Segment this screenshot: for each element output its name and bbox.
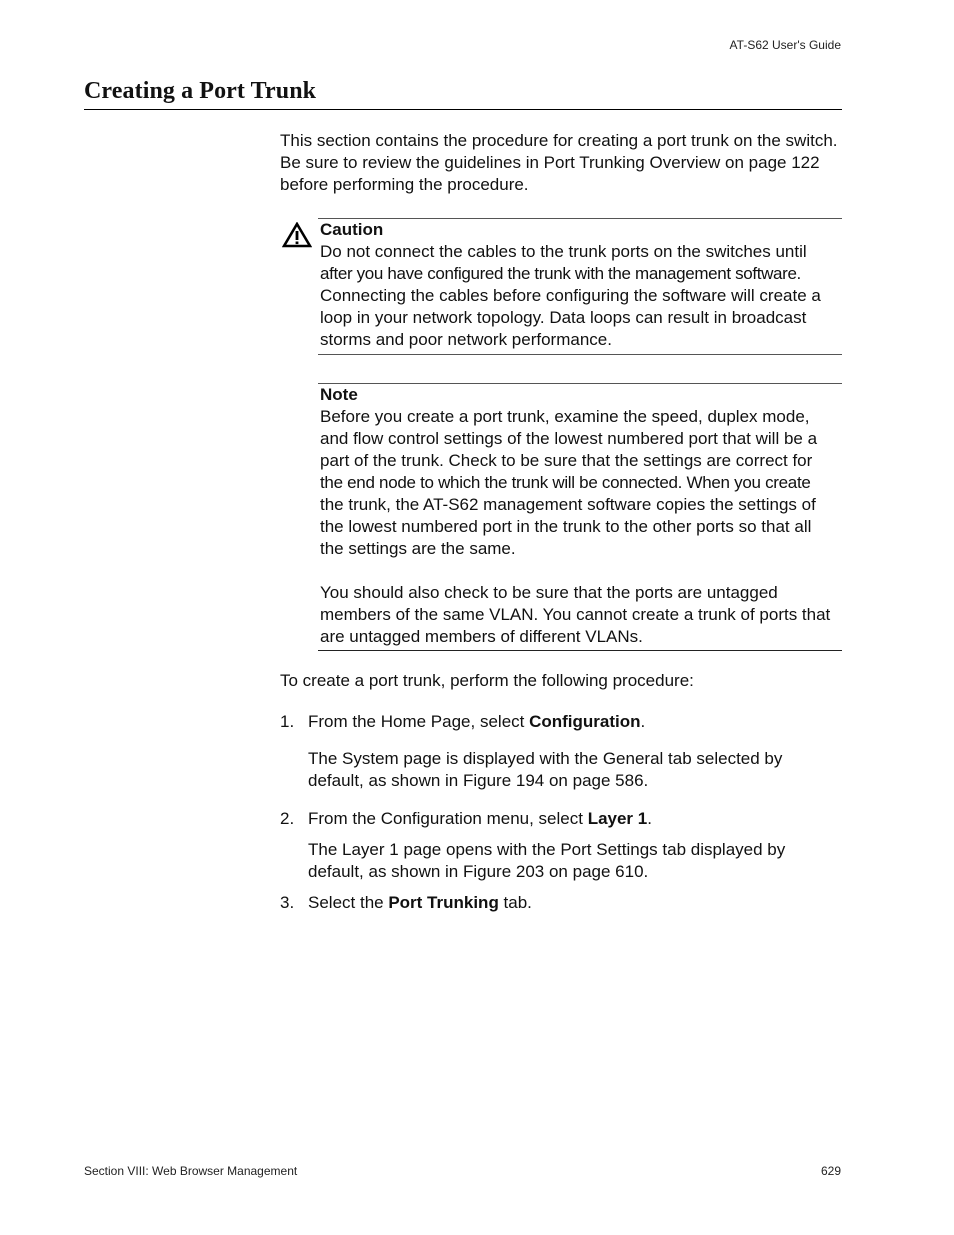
step-text-after: tab. — [498, 893, 532, 912]
caution-line: after you have configured the trunk with the management software. — [320, 264, 801, 283]
step-text-after: . — [647, 809, 652, 828]
note-paragraph-2 — [320, 582, 842, 648]
caution-line: loop in your network topology. Data loops can result in broadcast — [320, 308, 807, 327]
step-number: 3. — [280, 893, 295, 912]
note-line: the trunk, the AT-S62 management software copies the settings of — [320, 495, 816, 514]
step-number: 2. — [280, 809, 295, 828]
step-text-before: Select the — [308, 893, 389, 912]
step-text-before: From the Home Page, select — [308, 712, 530, 731]
note-paragraph-1 — [320, 406, 842, 560]
step-text — [308, 808, 842, 830]
note-line: the lowest numbered port in the trunk to the other ports so that all — [320, 517, 812, 536]
page-title: Creating a Port Trunk — [84, 78, 317, 104]
header-guide-title: AT-S62 User's Guide — [729, 38, 841, 52]
note-line: Before you create a port trunk, examine the speed, duplex mode, — [320, 407, 810, 426]
caution-line: storms and poor network performance. — [320, 330, 612, 349]
title-divider — [84, 109, 842, 110]
step-text — [308, 711, 842, 733]
step-desc-line: default, as shown in Figure 203 on page 610. — [308, 862, 649, 881]
note-label: Note — [320, 385, 358, 404]
step-text-bold: Layer 1 — [587, 809, 648, 828]
step-1-description — [308, 748, 842, 792]
step-2-description — [308, 839, 842, 883]
caution-line: Connecting the cables before configuring the software will create a — [320, 286, 821, 305]
note-line: the end node to which the trunk will be connected. When you create — [320, 473, 811, 492]
caution-box — [318, 218, 842, 355]
footer-page-number: 629 — [820, 1164, 841, 1178]
note-line: members of the same VLAN. You cannot create a trunk of ports that — [320, 605, 831, 624]
step-text-bold: Port Trunking — [388, 893, 499, 912]
note-line: the settings are the same. — [320, 539, 516, 558]
caution-label: Caution — [320, 220, 384, 239]
note-line: and flow control settings of the lowest numbered port that will be a — [320, 429, 818, 448]
note-bottom-rule — [318, 650, 842, 651]
caution-line: Do not connect the cables to the trunk ports on the switches until — [320, 242, 807, 261]
step-text-bold: Configuration — [529, 712, 641, 731]
intro-paragraph: This section contains the procedure for creating a port trunk on the switch. Be sure to review the guidelines in Port Trunking Overview on page 122 before performing the procedure. — [280, 131, 838, 194]
caution-text — [320, 241, 842, 351]
note-line: You should also check to be sure that the ports are untagged — [320, 583, 778, 602]
note-line: part of the trunk. Check to be sure that the settings are correct for — [320, 451, 813, 470]
step-desc-line: default, as shown in Figure 194 on page 586. — [308, 771, 649, 790]
footer-section: Section VIII: Web Browser Management — [84, 1164, 298, 1178]
warning-triangle-icon — [282, 222, 312, 248]
step-text-before: From the Configuration menu, select — [308, 809, 588, 828]
step-desc-line: The Layer 1 page opens with the Port Settings tab displayed by — [308, 840, 786, 859]
caution-bottom-rule — [318, 354, 842, 355]
step-text-after: . — [640, 712, 646, 731]
procedure-intro: To create a port trunk, perform the following procedure: — [280, 671, 694, 690]
note-box — [318, 383, 842, 651]
step-text — [308, 892, 842, 914]
step-number: 1. — [280, 712, 295, 731]
note-line: are untagged members of different VLANs. — [320, 627, 643, 646]
step-desc-line: The System page is displayed with the General tab selected by — [308, 749, 783, 768]
